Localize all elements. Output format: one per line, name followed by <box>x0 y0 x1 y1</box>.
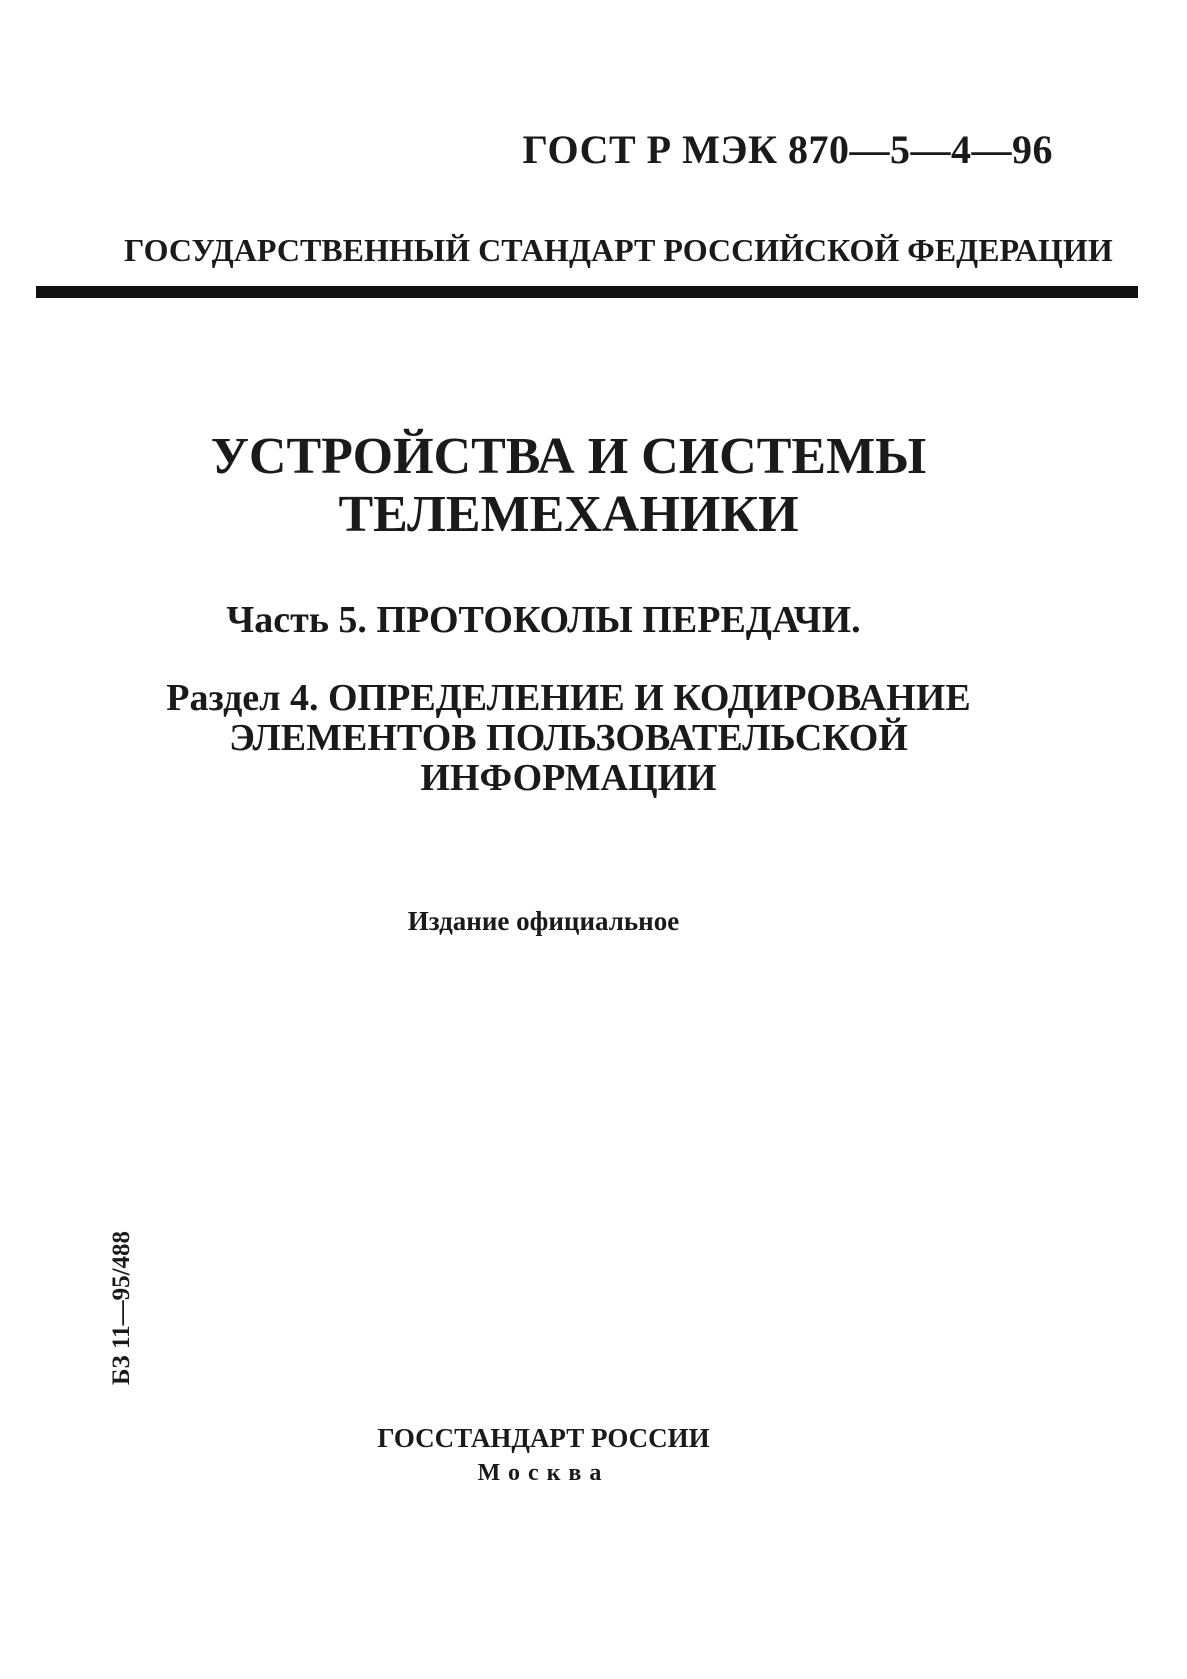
main-title <box>0 428 1187 544</box>
main-title-line-1: УСТРОЙСТВА И СИСТЕМЫ <box>210 428 927 485</box>
section-title-line-1: Раздел 4. ОПРЕДЕЛЕНИЕ И КОДИРОВАНИЕ <box>166 677 971 719</box>
section-title-line-3: ИНФОРМАЦИИ <box>420 757 717 799</box>
part-title: Часть 5. ПРОТОКОЛЫ ПЕРЕДАЧИ. <box>226 599 861 641</box>
section-title <box>0 678 1187 798</box>
publisher-name: ГОССТАНДАРТ РОССИИ <box>377 1423 710 1453</box>
horizontal-rule <box>36 286 1138 298</box>
side-catalog-code: БЗ 11—95/488 <box>108 1230 135 1385</box>
publisher-city: Москва <box>477 1460 610 1486</box>
section-title-line-2: ЭЛЕМЕНТОВ ПОЛЬЗОВАТЕЛЬСКОЙ <box>229 717 908 759</box>
edition-label: Издание официальное <box>407 906 680 936</box>
document-code: ГОСТ Р МЭК 870—5—4—96 <box>522 127 1053 172</box>
main-title-line-2: ТЕЛЕМЕХАНИКИ <box>338 486 799 543</box>
state-standard-heading: ГОСУДАРСТВЕННЫЙ СТАНДАРТ РОССИЙСКОЙ ФЕДЕРАЦИИ <box>124 232 1113 268</box>
